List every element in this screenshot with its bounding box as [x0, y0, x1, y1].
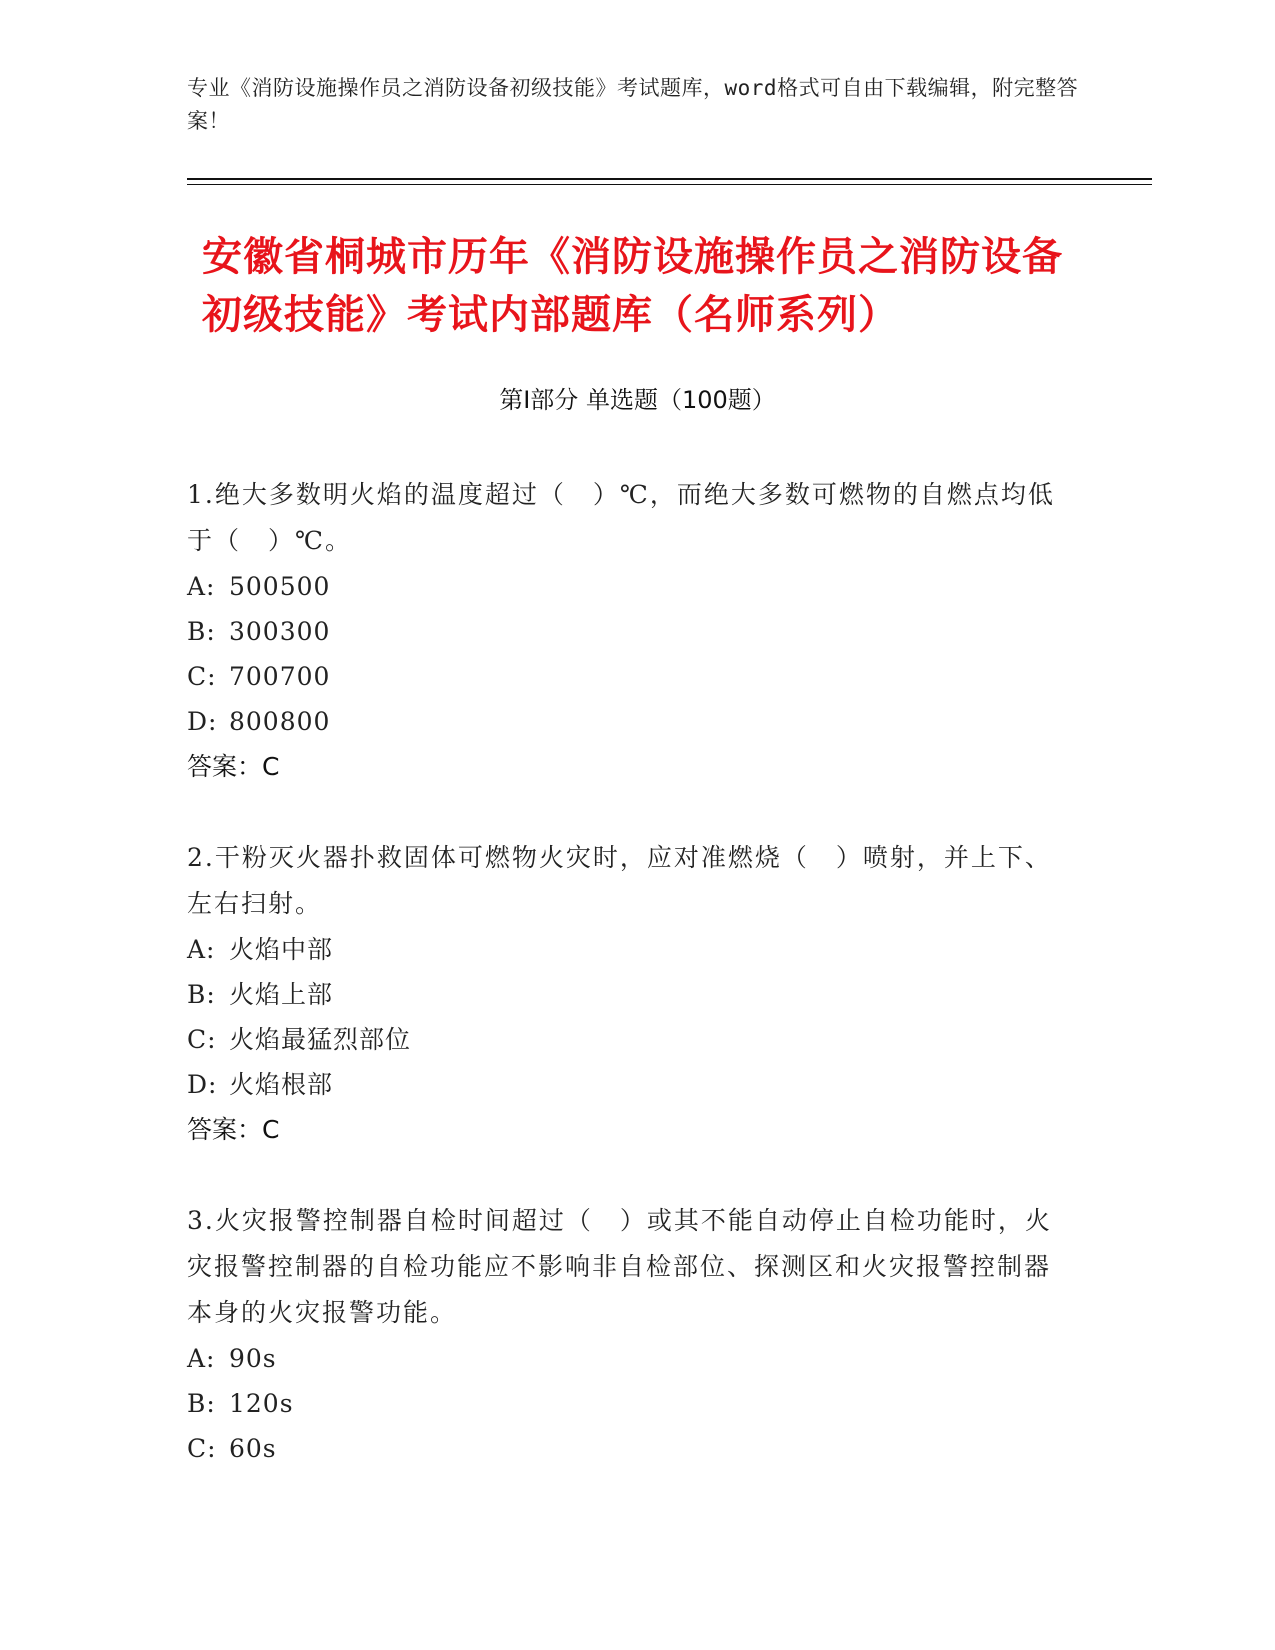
header-note: 专业《消防设施操作员之消防设备初级技能》考试题库，word格式可自由下载编辑，附完整答案！ [187, 76, 1079, 133]
option-letter: C: [187, 1434, 217, 1463]
option-c [187, 1017, 1057, 1062]
question-stem: 1.绝大多数明火焰的温度超过（ ）℃，而绝大多数可燃物的自燃点均低于（ ）℃。 [187, 480, 1055, 555]
option-d [187, 699, 1057, 744]
option-b [187, 972, 1057, 1017]
option-text: 火焰中部 [229, 935, 334, 964]
question-2 [187, 835, 1057, 1152]
option-letter: A: [187, 572, 216, 601]
header-rule-thick [187, 178, 1152, 180]
option-letter: A: [187, 935, 216, 964]
question-3 [187, 1198, 1057, 1471]
option-a [187, 927, 1057, 972]
answer-line: 答案：C [187, 752, 280, 781]
option-text: 700700 [229, 662, 331, 691]
option-letter: B: [187, 980, 216, 1009]
option-text: 500500 [229, 572, 331, 601]
option-a [187, 1336, 1057, 1381]
option-text: 火焰根部 [229, 1070, 334, 1099]
question-stem: 3.火灾报警控制器自检时间超过（ ）或其不能自动停止自检功能时，火灾报警控制器的自检功能应不影响非自检部位、探测区和火灾报警控制器本身的火灾报警功能。 [187, 1206, 1052, 1327]
option-letter: C: [187, 1025, 217, 1054]
option-letter: A: [187, 1344, 216, 1373]
header-rule-thin [187, 184, 1152, 185]
option-text: 90s [229, 1344, 277, 1373]
option-letter: B: [187, 617, 216, 646]
option-text: 60s [229, 1434, 277, 1463]
option-a [187, 564, 1057, 609]
option-c [187, 654, 1057, 699]
option-d [187, 1062, 1057, 1107]
question-stem: 2.干粉灭火器扑救固体可燃物火灾时，应对准燃烧（ ）喷射，并上下、左右扫射。 [187, 843, 1052, 918]
option-b [187, 1381, 1057, 1426]
answer-line: 答案：C [187, 1115, 280, 1144]
option-text: 火焰最猛烈部位 [229, 1025, 412, 1054]
document-title: 安徽省桐城市历年《消防设施操作员之消防设备初级技能》考试内部题库（名师系列） [202, 234, 1063, 338]
option-text: 火焰上部 [229, 980, 334, 1009]
question-1 [187, 472, 1057, 789]
section-title: 第I部分 单选题（100题） [499, 386, 776, 414]
option-letter: D: [187, 1070, 218, 1099]
option-text: 120s [229, 1389, 294, 1418]
option-letter: C: [187, 662, 217, 691]
option-letter: D: [187, 707, 218, 736]
option-c [187, 1426, 1057, 1471]
option-text: 300300 [229, 617, 331, 646]
option-letter: B: [187, 1389, 216, 1418]
option-b [187, 609, 1057, 654]
question-list [187, 472, 1057, 1517]
option-text: 800800 [229, 707, 331, 736]
